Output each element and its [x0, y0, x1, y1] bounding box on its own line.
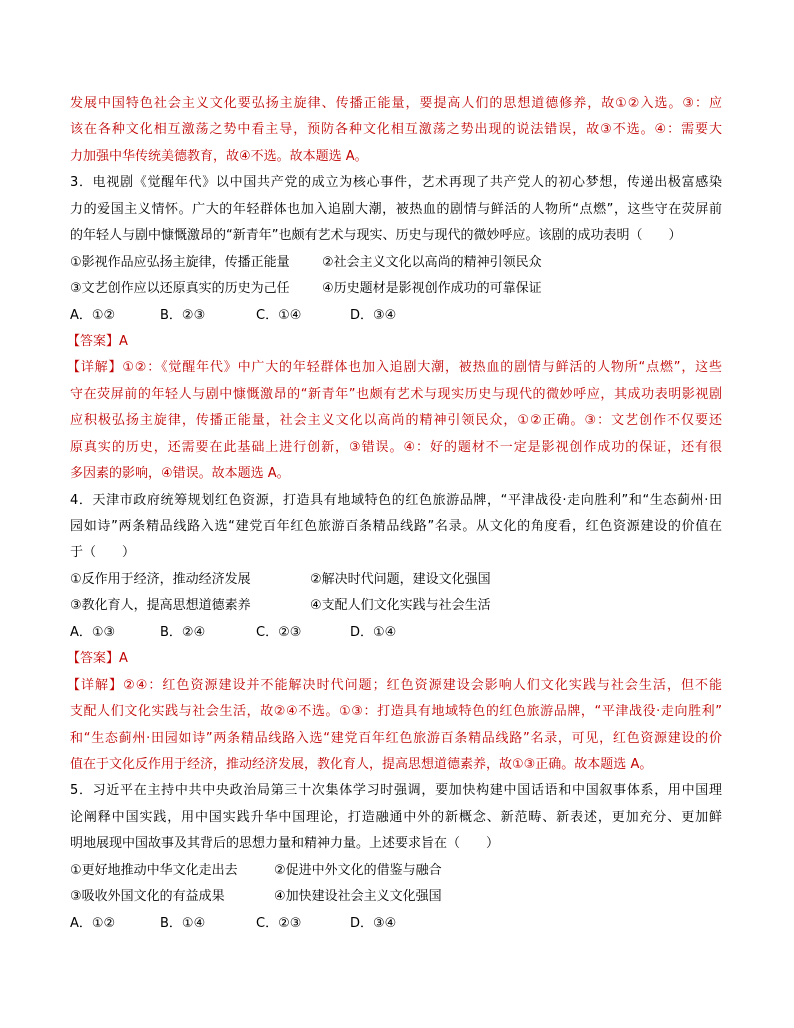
statement-row — [70, 884, 722, 910]
explanation-line: 和“生态蓟州·田园如诗”两条精品线路入选“建党百年红色旅游百条精品线路”名录，可见，红色资源建设的价 — [70, 730, 722, 746]
statement-2: ②促进中外文化的借鉴与融合 — [274, 862, 442, 878]
explanation-line: 原真实的历史，还需要在此基础上进行创新，③错误。④：好的题材不一定是影视创作成功的保证，还有很 — [70, 439, 722, 455]
statement-3: ③吸收外国文化的有益成果 — [70, 889, 225, 905]
explanation-line: 守在荧屏前的年轻人与剧中慷慨激昂的“新青年”也颇有艺术与现实历史与现代的微妙呼应，其成功表明影视剧 — [70, 386, 722, 402]
previous-explanation — [70, 91, 722, 170]
answer-line — [67, 329, 722, 355]
explanation-line: 值在于文化反作用于经济，推动经济发展，教化育人，提高思想道德素养，故①③正确。故本题选 A。 — [70, 756, 653, 772]
explanation-line — [67, 355, 722, 381]
statement-4: ④支配人们文化实践与社会生活 — [310, 598, 491, 614]
question-stem-line: 论阐释中国实践，用中国实践升华中国理论，打造融通中外的新概念、新范畴、新表述，更加充分、更加鲜 — [70, 809, 722, 825]
question-stem-line: 园如诗”两条精品线路入选“建党百年红色旅游百条精品线路”名录。从文化的角度看，红色资源建设的价值在 — [70, 519, 722, 534]
question-stem-line: 于（ ） — [70, 545, 136, 561]
answer-line — [67, 646, 722, 672]
question-stem-line: 的年轻人与剧中慷慨激昂的“新青年”也颇有艺术与现实、历史与现代的微妙呼应。该剧的成功表明（ ） — [70, 228, 682, 244]
page-content — [67, 91, 722, 937]
answer-tag: 【答案】 — [67, 333, 120, 349]
explanation-line: 力加强中华传统美德教育，故④不选。故本题选 A。 — [70, 148, 368, 164]
choice-b: B．②③ — [160, 307, 206, 323]
statement-row — [70, 567, 722, 593]
statement-row — [70, 276, 722, 302]
explanation-line: 多因素的影响，④错误。故本题选 A。 — [70, 466, 290, 482]
question-stem-line: 明地展现中国故事及其背后的思想力量和精神力量。上述要求旨在（ ） — [70, 836, 500, 852]
explanation-line — [67, 673, 722, 699]
statement-3: ③文艺创作应以还原真实的历史为己任 — [70, 281, 290, 297]
statement-row — [70, 858, 722, 884]
choice-c: C．①④ — [256, 307, 302, 323]
statement-4: ④历史题材是影视创作成功的可靠保证 — [322, 281, 542, 297]
question-5 — [70, 778, 722, 937]
choice-b: B．①④ — [160, 915, 206, 931]
explanation-text: ①②：《觉醒年代》中广大的年轻群体也加入追剧大潮，被热血的剧情与鲜活的人物所“点燃”，这些 — [122, 360, 722, 376]
explanation-line: 应积极弘扬主旋律，传播正能量，社会主义文化以高尚的精神引领民众，①②正确。③：文艺创作不仅要还 — [70, 413, 722, 429]
choices-row — [70, 620, 722, 646]
question-3 — [67, 170, 722, 487]
answer-value: A — [119, 651, 128, 667]
explanation-line: 发展中国特色社会主义文化要弘扬主旋律、传播正能量，要提高人们的思想道德修养，故①②入选。③：应 — [70, 96, 722, 111]
statement-row — [70, 250, 722, 276]
choice-b: B．②④ — [160, 624, 206, 640]
explanation-line: 支配人们文化实践与社会生活，故②④不选。①③：打造具有地域特色的红色旅游品牌，“平津战役·走向胜利” — [70, 704, 722, 720]
statement-3: ③教化育人，提高思想道德素养 — [70, 598, 251, 614]
choice-d: D．①④ — [350, 624, 397, 640]
answer-tag: 【答案】 — [67, 651, 120, 667]
choice-a: A．①② — [70, 307, 116, 323]
statement-row — [70, 593, 722, 619]
statement-2: ②社会主义文化以高尚的精神引领民众 — [322, 254, 542, 270]
question-4 — [67, 488, 722, 779]
choice-a: A．①② — [70, 915, 116, 931]
answer-value: A — [119, 333, 128, 349]
choice-d: D．③④ — [350, 915, 397, 931]
explanation-tag: 【详解】 — [67, 677, 124, 693]
statement-4: ④加快建设社会主义文化强国 — [274, 889, 442, 905]
statement-1: ①反作用于经济，推动经济发展 — [70, 571, 251, 587]
question-stem-line: 4．天津市政府统筹规划红色资源，打造具有地域特色的红色旅游品牌，“平津战役·走向胜利”和“生态蓟州·田 — [70, 492, 722, 508]
choice-c: C．②③ — [256, 915, 302, 931]
explanation-line: 该在各种文化相互激荡之势中看主导，预防各种文化相互激荡之势出现的说法错误，故③不选。④：需要大 — [70, 122, 722, 138]
explanation-tag: 【详解】 — [67, 360, 123, 376]
question-stem-line: 5．习近平在主持中共中央政治局第三十次集体学习时强调，要加快构建中国话语和中国叙事体系，用中国理 — [70, 783, 722, 799]
explanation-text: ②④：红色资源建设并不能解决时代问题；红色资源建设会影响人们文化实践与社会生活，但不能 — [123, 677, 722, 693]
question-stem-line: 力的爱国主义情怀。广大的年轻群体也加入追剧大潮，被热血的剧情与鲜活的人物所“点燃”，这些守在荧屏前 — [70, 201, 722, 217]
statement-1: ①更好地推动中华文化走出去 — [70, 862, 238, 878]
choices-row — [70, 303, 722, 329]
choice-d: D．③④ — [350, 307, 397, 323]
question-stem-line: 3．电视剧《觉醒年代》以中国共产党的成立为核心事件，艺术再现了共产党人的初心梦想，传递出极富感染 — [70, 175, 722, 191]
choice-a: A．①③ — [70, 624, 116, 640]
choice-c: C．②③ — [256, 624, 302, 640]
choices-row — [70, 911, 722, 937]
statement-2: ②解决时代问题，建设文化强国 — [310, 571, 491, 587]
statement-1: ①影视作品应弘扬主旋律，传播正能量 — [70, 254, 290, 270]
